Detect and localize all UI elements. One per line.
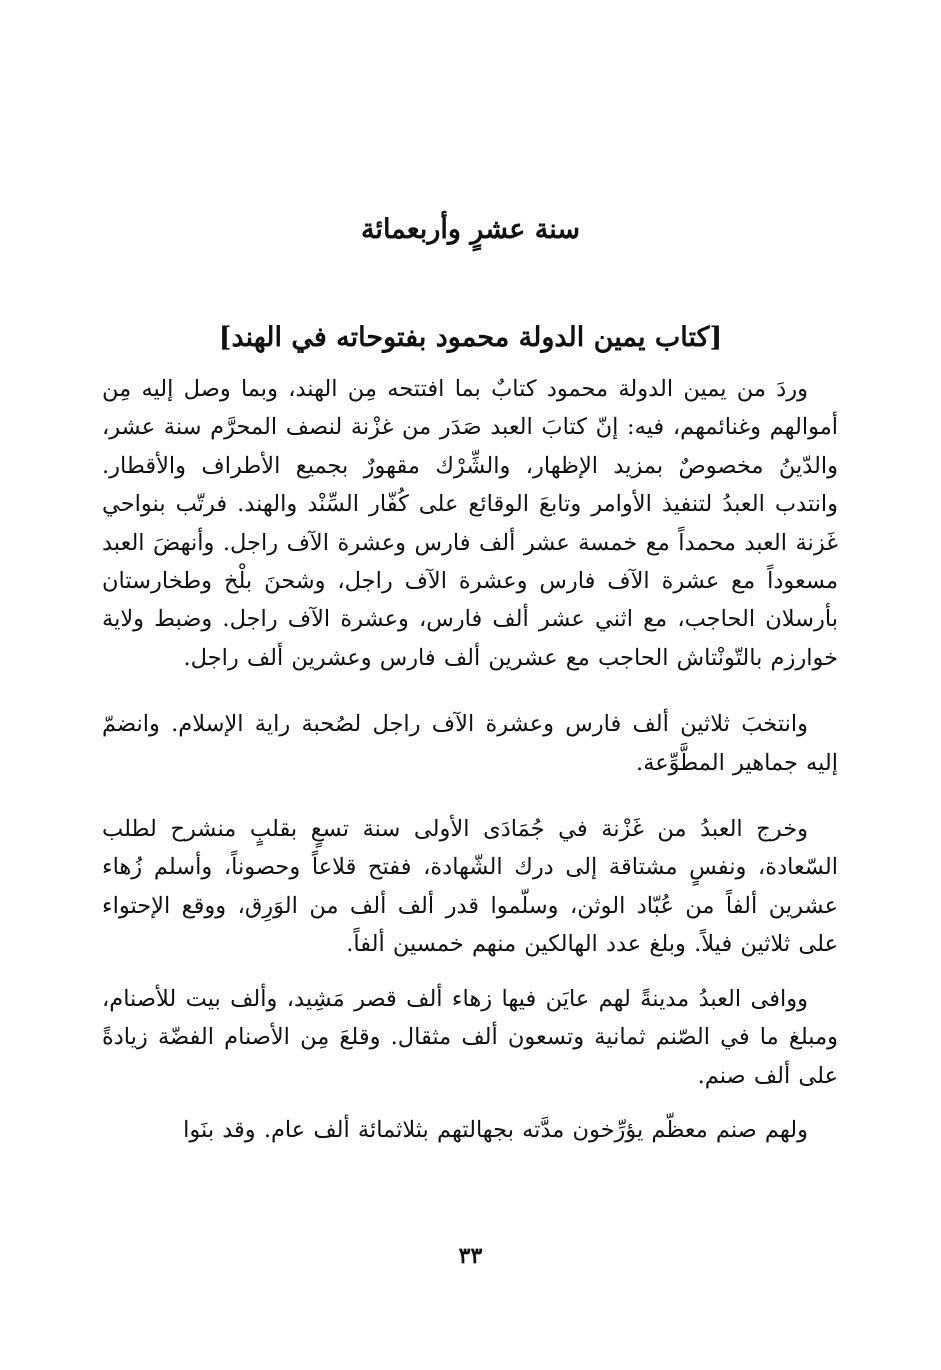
- section-subtitle: [كتاب يمين الدولة محمود بفتوحاته في الهند]: [218, 322, 723, 353]
- paragraph-1: وردَ من يمين الدولة محمود كتابٌ بما افتتحه مِن الهند، وبما وصل إليه مِن أموالهم وغنائمهم، فيه: إنّ كتابَ العبد صَدَر من غزْنة لنصف المحرَّم سنة عشر، والدّينُ مخصوصٌ بمزيد الإظهار، والشِّرْك مقهورٌ بجميع الأطراف والأقطار. وانتدب العبدُ لتنفيذ الأوامر وتابعَ الوقائع على كُفّار السِّنْد والهند. فرتّب بنواحي غَزنة العبد محمداً مع خمسة عشر ألف فارس وعشرة الآف راجل. وأنهضَ العبد مسعوداً مع عشرة الآف فارس وعشرة الآف راجل، وشحنَ بلْخ وطخارستان بأرسلان الحاجب، مع اثني عشر ألف فارس، وعشرة الآف راجل. وضبط ولاية خوارزم بالتّونْتاش الحاجب مع عشرين ألف فارس وعشرين ألف راجل.: [102, 376, 838, 671]
- chapter-title: سنة عشرٍ وأربعمائة: [360, 214, 581, 245]
- body-text: [102, 370, 838, 1149]
- paragraph-3: وخرج العبدُ من غَزْنة في جُمَادَى الأولى سنة تسعٍ بقلبٍ منشرح لطلب السّعادة، ونفسٍ مشتاقة إلى درك الشّهادة، ففتح قلاعاً وحصوناً، وأسلم زُهاء عشرين ألفاً من عُبّاد الوثن، وسلّموا قدر ألف ألف من الوَرِق، ووقع الإحتواء على ثلاثين فيلاً. وبلغ عدد الهالكين منهم خمسين ألفاً.: [102, 816, 838, 958]
- page-number: ٣٣: [458, 1243, 483, 1269]
- paragraph-2: وانتخبَ ثلاثين ألف فارس وعشرة الآف راجل لصُحبة راية الإسلام. وانضمّ إليه جماهير المطَّوِّعة.: [102, 711, 838, 776]
- paragraph-4: ووافى العبدُ مدينةً لهم عايَن فيها زهاء ألف قصر مَشِيد، وألف بيت للأصنام، ومبلغ ما في الصّنم ثمانية وتسعون ألف مثقال. وقلعَ مِن الأصنام الفضّة زيادةً على ألف صنم.: [102, 985, 838, 1089]
- paragraph-5: ولهم صنم معظّم يؤرِّخون مدَّته بجهالتهم بثلاثمائة ألف عام. وقد بنَوا: [183, 1116, 808, 1143]
